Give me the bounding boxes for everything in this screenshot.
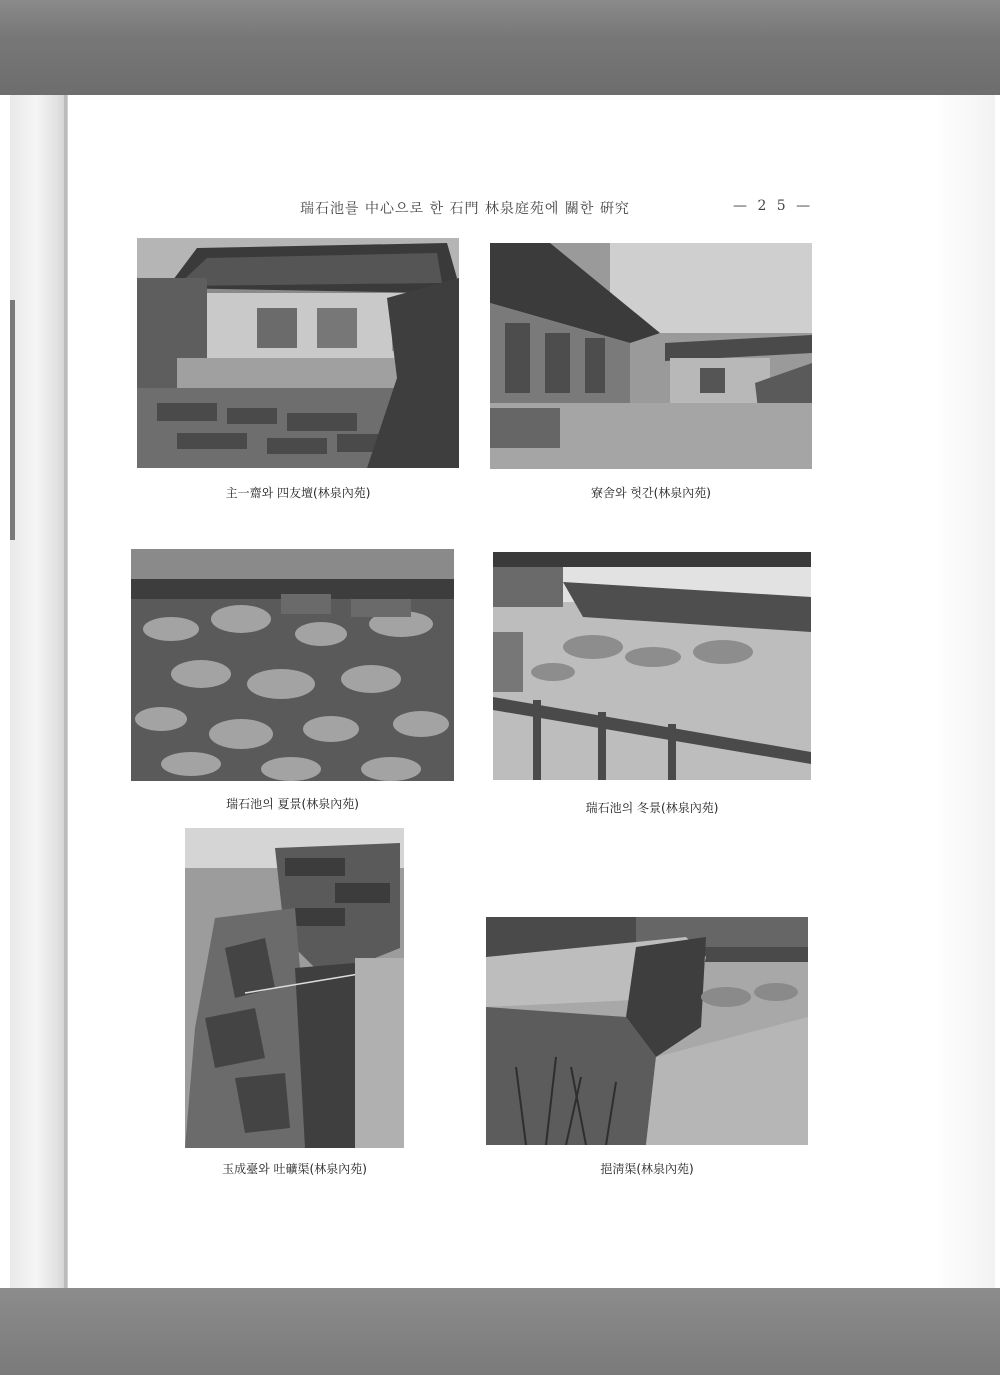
page-gutter-shadow xyxy=(10,95,68,1288)
page-right-margin xyxy=(893,95,995,1288)
photo-seoseokji-winter xyxy=(493,552,811,780)
caption-photo-3: 瑞石池의 夏景(林泉內苑) xyxy=(226,797,359,811)
scan-background-top xyxy=(0,0,1000,95)
caption-photo-4: 瑞石池의 冬景(林泉內苑) xyxy=(585,801,719,815)
photo-seoseokji-summer xyxy=(131,549,454,781)
caption-photo-5: 玉成臺와 吐礦渠(林泉內苑) xyxy=(222,1162,367,1176)
scan-background-bottom xyxy=(0,1288,1000,1375)
photo-juiljae-sawoodan xyxy=(137,238,459,468)
running-header-title: 瑞石池를 中心으로 한 石門 林泉庭苑에 關한 硏究 xyxy=(300,201,630,217)
page-number: — 2 5 — xyxy=(733,198,814,214)
caption-photo-1: 主一齋와 四友壇(林泉內苑) xyxy=(225,486,371,500)
photo-yosa-heotgan xyxy=(490,243,812,469)
photo-okseongdae-tokgeo xyxy=(185,828,404,1148)
caption-photo-2: 寮舍와 헛간(林泉內苑) xyxy=(591,486,711,500)
caption-photo-6: 挹淸渠(林泉內苑) xyxy=(600,1162,694,1176)
photo-eupcheonggeo xyxy=(486,917,808,1145)
page-edge-mark xyxy=(10,300,15,540)
page-spine xyxy=(64,95,67,1288)
